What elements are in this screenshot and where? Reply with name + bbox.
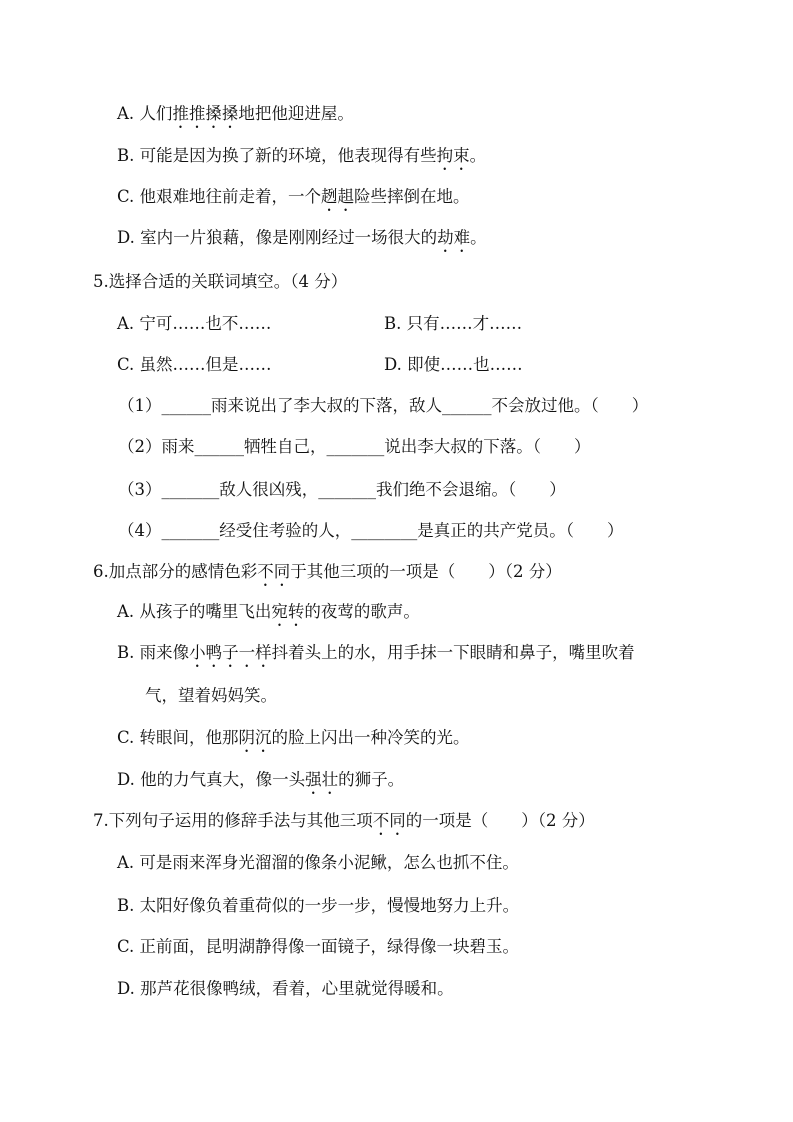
line-text: C. 正前面，昆明湖静得像一面镜子，绿得像一块碧玉。 [117, 937, 520, 956]
line-text: A. 可是雨来浑身光溜溜的像条小泥鳅，怎么也抓不住。 [117, 853, 519, 872]
option-line [117, 769, 404, 798]
line-text: C. 他艰难地往前走着，一个 [117, 187, 322, 206]
option-line [117, 145, 486, 174]
line-text: C. 转眼间，他那 [117, 728, 239, 747]
option-line [117, 601, 420, 630]
line-text: 抖着头上的水，用手抹一下眼睛和鼻子，嘴里吹着 [271, 643, 635, 662]
option-line [145, 685, 277, 707]
line-text: B. 雨来像 [117, 643, 190, 662]
option-line [117, 727, 470, 756]
question-line [93, 810, 595, 839]
option-right: D. 即使……也…… [384, 355, 523, 374]
emphasized-text: 趔趄 [321, 187, 355, 206]
question-line [93, 271, 347, 293]
emphasized-text: 劫难 [437, 228, 471, 247]
emphasized-text: 拘束 [436, 146, 470, 165]
option-line [117, 103, 354, 132]
fill-blank-line [118, 479, 566, 501]
line-text: 。 [470, 228, 487, 247]
line-text: A. 人们 [117, 104, 173, 123]
emphasized-text: 阴沉 [238, 728, 272, 747]
line-text: 于其他三项的一项是（ ）（2 分） [290, 562, 562, 581]
line-text: D. 那芦花很像鸭绒，看着，心里就觉得暖和。 [117, 979, 454, 998]
line-text: 6.加点部分的感情色彩 [93, 562, 258, 581]
emphasized-text: 不同 [257, 562, 291, 581]
line-text: 的夜莺的歌声。 [304, 602, 420, 621]
option-line [117, 354, 523, 376]
line-text: 气，望着妈妈笑。 [145, 686, 277, 705]
option-line [117, 313, 523, 335]
line-text: A. 宁可……也不…… [117, 314, 272, 333]
option-line [117, 895, 519, 917]
line-text: 的狮子。 [338, 770, 405, 789]
option-line [117, 186, 470, 215]
question-line [93, 561, 562, 590]
line-text: （1）______雨来说出了李大叔的下落，敌人______不会放过他。（ ） [118, 396, 649, 415]
line-text: 5.选择合适的关联词填空。（4 分） [93, 272, 348, 291]
emphasized-text: 宛转 [271, 602, 305, 621]
fill-blank-line [118, 436, 591, 458]
emphasized-text: 小鸭子一样 [189, 643, 272, 662]
line-text: D. 他的力气真大，像一头 [117, 770, 306, 789]
emphasized-text: 不同 [372, 811, 406, 830]
line-text: 7.下列句子运用的修辞手法与其他三项 [93, 811, 373, 830]
option-line [117, 227, 487, 256]
line-text: 的一项是（ ）（2 分） [405, 811, 595, 830]
fill-blank-line [118, 395, 648, 417]
line-text: B. 可能是因为换了新的环境，他表现得有些 [117, 146, 437, 165]
line-text: C. 虽然……但是…… [117, 355, 272, 374]
line-text: B. 太阳好像负着重荷似的一步一步，慢慢地努力上升。 [117, 896, 520, 915]
line-text: （3）_______敌人很凶残，_______我们绝不会退缩。（ ） [118, 480, 566, 499]
option-line [117, 978, 454, 1000]
fill-blank-line [118, 520, 624, 542]
emphasized-text: 强壮 [305, 770, 339, 789]
option-right: B. 只有……才…… [384, 314, 523, 333]
line-text: （2）雨来______牺牲自己，_______说出李大叔的下落。（ ） [118, 437, 591, 456]
line-text: 的脸上闪出一种冷笑的光。 [271, 728, 470, 747]
line-text: （4）_______经受住考验的人，________是真正的共产党员。（ ） [118, 521, 624, 540]
line-text: 地把他迎进屋。 [238, 104, 354, 123]
emphasized-text: 推推搡搡 [172, 104, 239, 123]
line-text: A. 从孩子的嘴里飞出 [117, 602, 272, 621]
line-text: 险些摔倒在地。 [354, 187, 470, 206]
line-text: D. 室内一片狼藉，像是刚刚经过一场很大的 [117, 228, 438, 247]
option-line [117, 852, 519, 874]
option-line [117, 936, 519, 958]
line-text: 。 [469, 146, 487, 165]
option-line [117, 642, 635, 671]
